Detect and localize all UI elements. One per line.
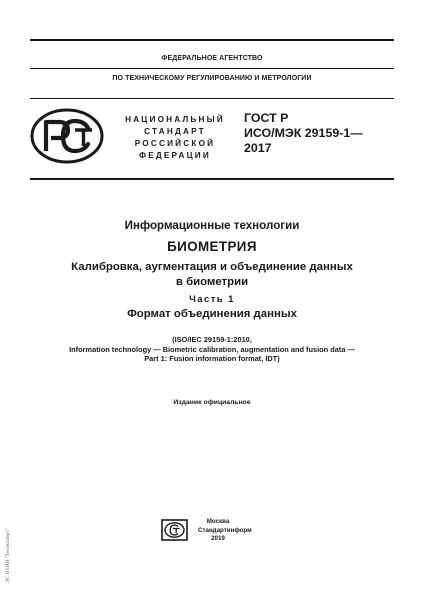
sidebar-note: ЭС НТИИ "Техэксперт" (5, 528, 11, 583)
title-line-1: Информационные технологии (124, 219, 300, 232)
publisher-city: Москва (206, 518, 230, 525)
national-standard-label (118, 114, 232, 162)
title-biometrics: БИОМЕТРИЯ (167, 239, 257, 254)
agency-line-2: ПО ТЕХНИЧЕСКОМУ РЕГУЛИРОВАНИЮ И МЕТРОЛОГИИ (112, 75, 312, 82)
national-standard-line-3: РОССИЙСКОЙ (134, 139, 216, 148)
edition-label: Издание официальное (173, 399, 251, 406)
standard-number-line-3: 2017 (244, 141, 272, 155)
national-standard-line-2: СТАНДАРТ (144, 127, 206, 136)
agency-divider (30, 68, 394, 69)
english-line-1: (ISO/IEC 29159-1:2010, (172, 335, 252, 344)
national-standard-line-1: НАЦИОНАЛЬНЫЙ (125, 115, 225, 124)
title-line-3: Калибровка, аугментация и объединение данных (71, 261, 353, 273)
national-standard-line-4: ФЕДЕРАЦИИ (139, 151, 211, 160)
title-line-4: в биометрии (175, 276, 249, 288)
standard-number (244, 111, 363, 156)
top-rule (30, 39, 394, 41)
publisher-imprint (198, 518, 252, 544)
publisher-year: 2019 (211, 535, 225, 542)
header-rule-top (30, 98, 394, 99)
agency-line-1: ФЕДЕРАЛЬНОЕ АГЕНТСТВО (161, 55, 263, 62)
english-reference (30, 335, 394, 364)
gost-r-certification-logo (30, 108, 104, 164)
publisher-name: Стандартинформ (198, 526, 252, 534)
standartinform-logo (161, 519, 188, 541)
header-rule-bottom (30, 178, 394, 180)
english-line-3: Part 1: Fusion information format, IDT) (144, 354, 280, 364)
standard-number-line-2: ИСО/МЭК 29159-1— (244, 126, 363, 140)
part-label: Часть 1 (189, 294, 235, 305)
part-title: Формат объединения данных (127, 308, 297, 320)
standard-number-line-1: ГОСТ Р (244, 111, 289, 125)
english-line-2: Information technology — Biometric calibration, augmentation and fusion data — (69, 344, 355, 354)
